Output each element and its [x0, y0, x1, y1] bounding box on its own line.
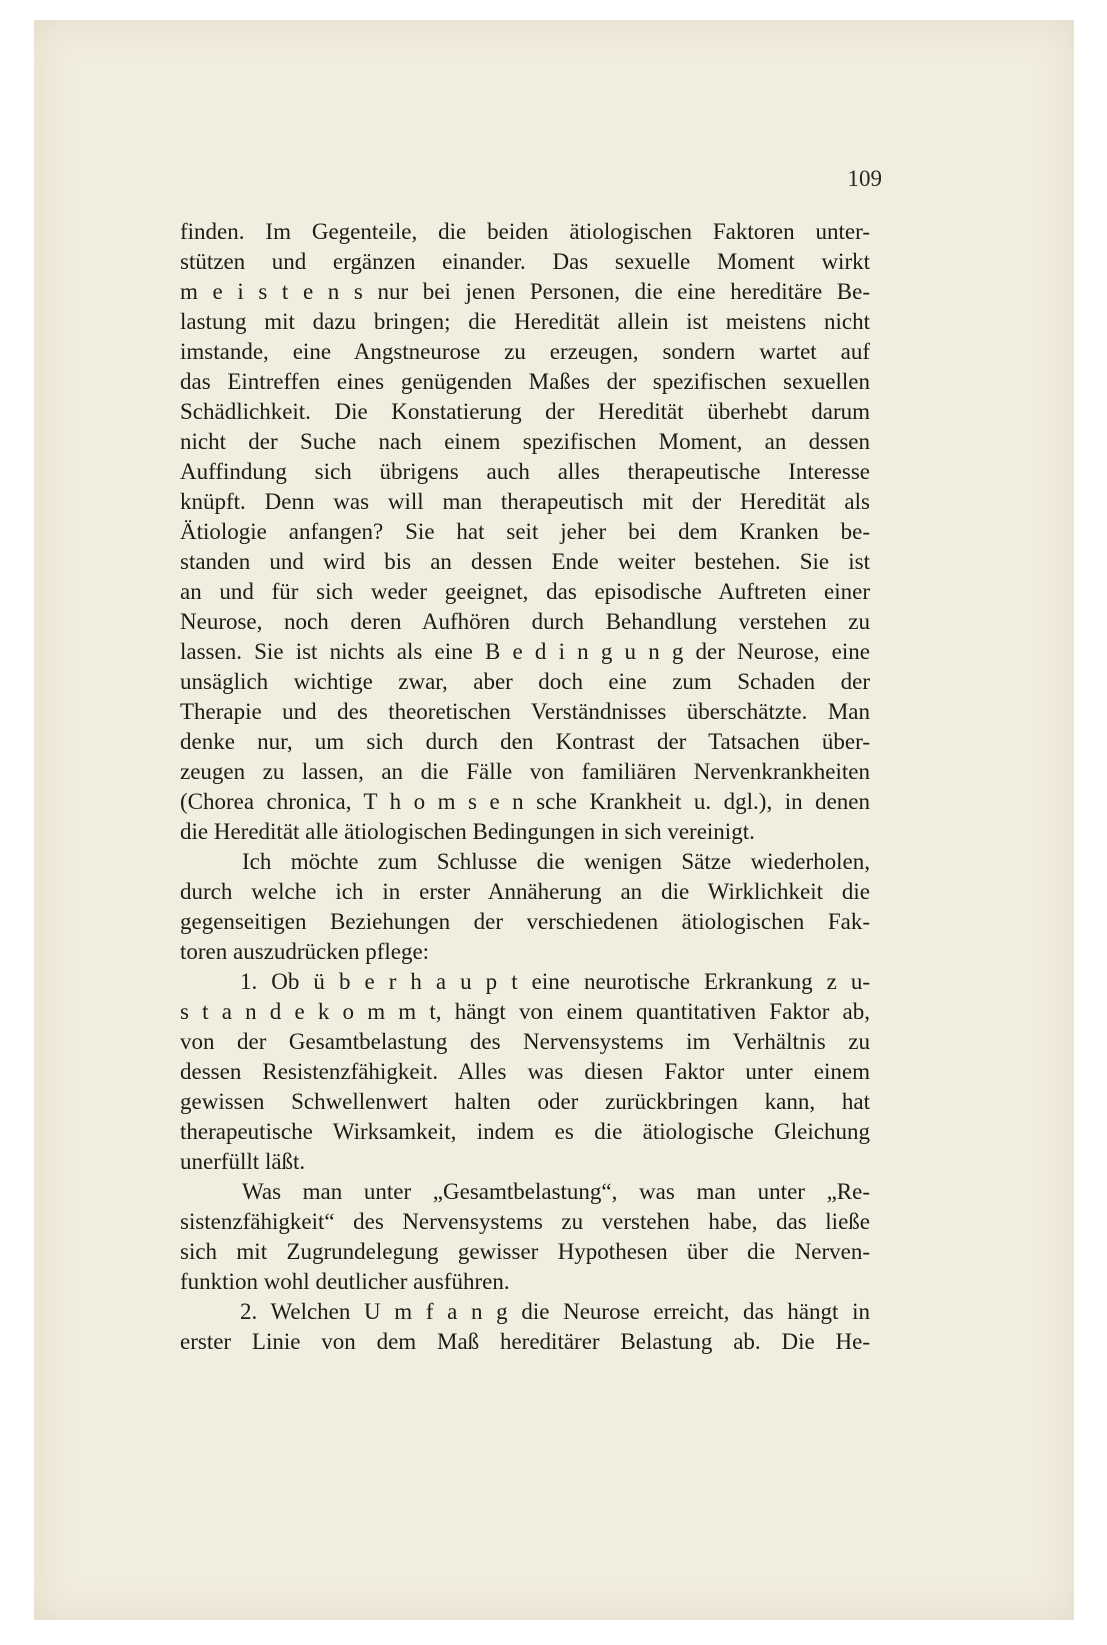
text-line: an und für sich weder geeignet, das episodische Auftreten einer [180, 579, 870, 604]
text-line: lastung mit dazu bringen; die Heredität allein ist meistens nicht [180, 309, 870, 334]
text-line: denke nur, um sich durch den Kontrast der Tatsachen über- [180, 729, 870, 754]
book-page [34, 20, 1074, 1620]
page-number: 109 [847, 166, 882, 191]
text-line: erster Linie von dem Maß hereditärer Belastung ab. Die He- [180, 1329, 870, 1354]
text-line: s t a n d e k o m m t, hängt von einem quantitativen Faktor ab, [180, 999, 870, 1024]
text-line: Ich möchte zum Schlusse die wenigen Sätze wiederholen, [242, 849, 870, 874]
text-line: stützen und ergänzen einander. Das sexuelle Moment wirkt [180, 249, 870, 274]
text-line: nicht der Suche nach einem spezifischen Moment, an dessen [180, 429, 870, 454]
text-line: das Eintreffen eines genügenden Maßes der spezifischen sexuellen [180, 369, 870, 394]
text-line: Schädlichkeit. Die Konstatierung der Heredität überhebt darum [180, 399, 870, 424]
text-line: standen und wird bis an dessen Ende weiter bestehen. Sie ist [180, 549, 870, 574]
text-line: lassen. Sie ist nichts als eine B e d i n g u n g der Neurose, eine [180, 639, 870, 664]
text-line: zeugen zu lassen, an die Fälle von familiären Nervenkrankheiten [180, 759, 870, 784]
text-line: die Heredität alle ätiologischen Bedingungen in sich vereinigt. [180, 819, 755, 844]
text-line: unsäglich wichtige zwar, aber doch eine zum Schaden der [180, 669, 870, 694]
text-line: 1. Ob ü b e r h a u p t eine neurotische Erkrankung z u- [240, 969, 870, 994]
text-line: sich mit Zugrundelegung gewisser Hypothesen über die Nerven- [180, 1239, 870, 1264]
text-line: sistenzfähigkeit“ des Nervensystems zu verstehen habe, das ließe [180, 1209, 870, 1234]
text-line: von der Gesamtbelastung des Nervensystems im Verhältnis zu [180, 1029, 870, 1054]
text-line: Therapie und des theoretischen Verständnisses überschätzte. Man [180, 699, 870, 724]
text-line: Was man unter „Gesamtbelastung“, was man unter „Re- [242, 1179, 870, 1204]
text-line: 2. Welchen U m f a n g die Neurose erreicht, das hängt in [240, 1299, 870, 1324]
text-line: m e i s t e n s nur bei jenen Personen, die eine hereditäre Be- [180, 279, 870, 304]
text-line: knüpft. Denn was will man therapeutisch mit der Heredität als [180, 489, 870, 514]
text-line: toren auszudrücken pflege: [180, 939, 430, 964]
text-line: gewissen Schwellenwert halten oder zurückbringen kann, hat [180, 1089, 870, 1114]
text-line: finden. Im Gegenteile, die beiden ätiologischen Faktoren unter- [180, 219, 870, 244]
text-line: Auffindung sich übrigens auch alles therapeutische Interesse [180, 459, 870, 484]
text-line: imstande, eine Angstneurose zu erzeugen, sondern wartet auf [180, 339, 870, 364]
text-line: unerfüllt läßt. [180, 1149, 306, 1174]
text-line: Ätiologie anfangen? Sie hat seit jeher bei dem Kranken be- [180, 519, 870, 544]
text-line: (Chorea chronica, T h o m s e n sche Krankheit u. dgl.), in denen [180, 789, 870, 814]
text-line: durch welche ich in erster Annäherung an die Wirklichkeit die [180, 879, 870, 904]
text-line: dessen Resistenzfähigkeit. Alles was diesen Faktor unter einem [180, 1059, 870, 1084]
text-line: funktion wohl deutlicher ausführen. [180, 1269, 510, 1294]
text-line: therapeutische Wirksamkeit, indem es die ätiologische Gleichung [180, 1119, 870, 1144]
text-line: gegenseitigen Beziehungen der verschiedenen ätiologischen Fak- [180, 909, 870, 934]
text-line: Neurose, noch deren Aufhören durch Behandlung verstehen zu [180, 609, 870, 634]
